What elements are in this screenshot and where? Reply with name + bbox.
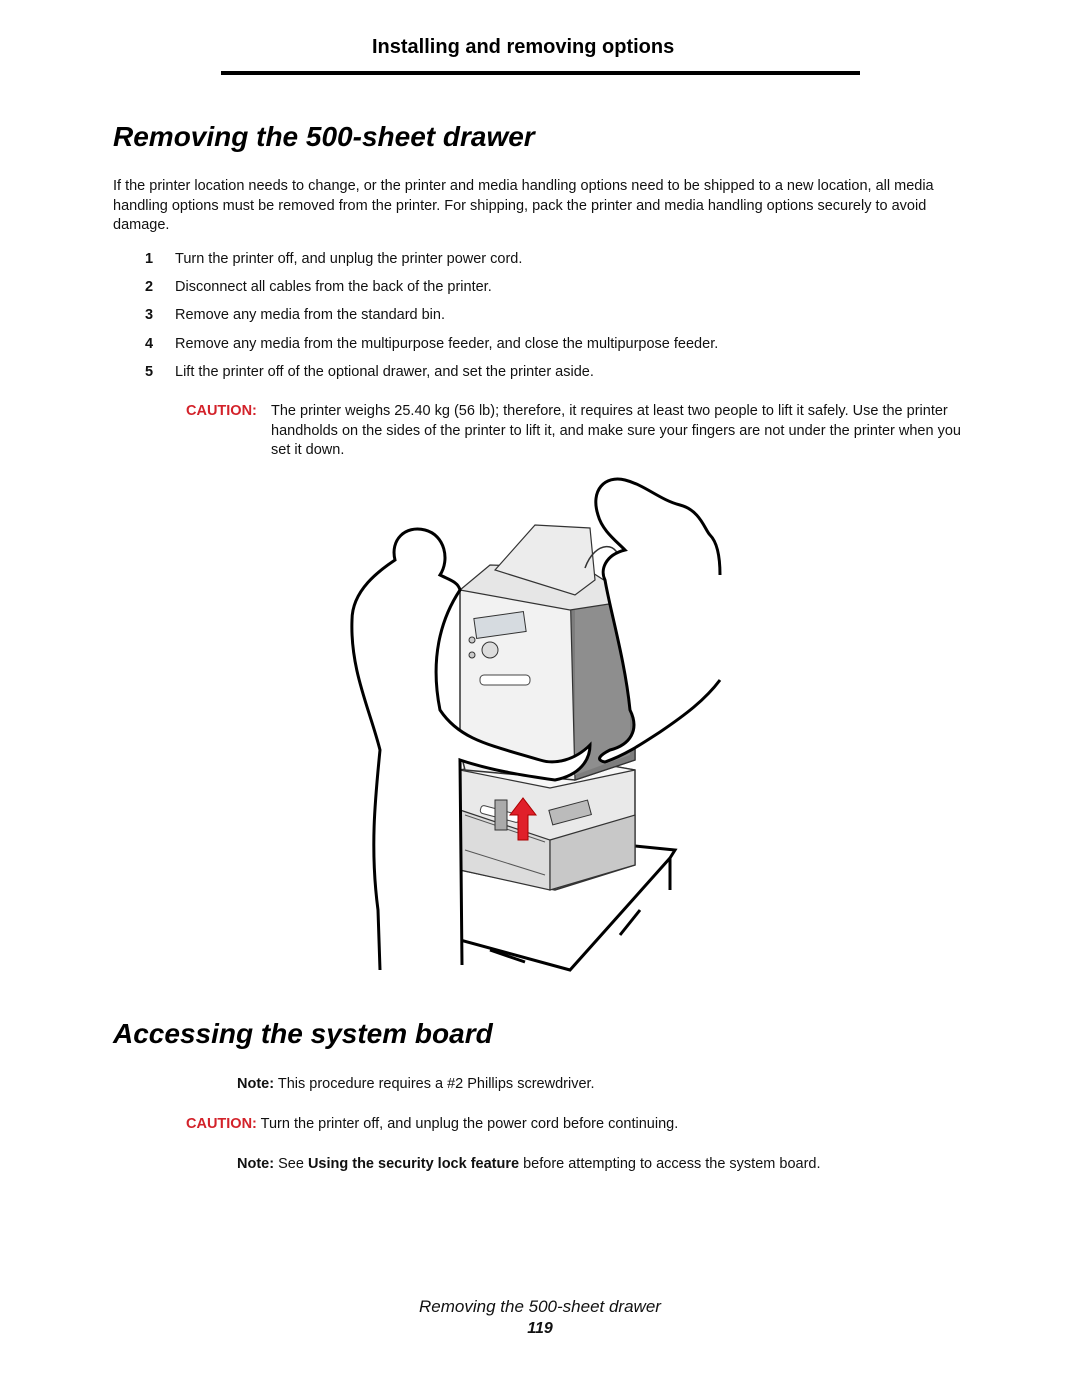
list-item: 4 Remove any media from the multipurpose feeder, and close the multipurpose feeder. [145, 336, 719, 352]
header-rule [221, 71, 860, 75]
list-item: 5 Lift the printer off of the optional drawer, and set the printer aside. [145, 364, 594, 380]
list-item: 3 Remove any media from the standard bin. [145, 307, 445, 323]
intro-paragraph: If the printer location needs to change, or the printer and media handling options need to be shipped to a new location, all media handling options must be removed from the printer. For shipping, pack the printer and media handling options securely to avoid damage. [113, 178, 934, 233]
note-security-lock: Note: See Using the security lock feature before attempting to access the system board. [237, 1156, 821, 1172]
caution-text: The printer weighs 25.40 kg (56 lb); therefore, it requires at least two people to lift it safely. Use the printer handholds on the sides of the printer to lift it, and make sure your fingers are not under the printer when you set it down. [271, 403, 961, 458]
section-header-title: Installing and removing options [372, 36, 675, 58]
list-item: 2 Disconnect all cables from the back of the printer. [145, 279, 492, 295]
printer-lift-illustration [340, 470, 740, 980]
page-number: 119 [527, 1320, 553, 1337]
security-lock-link[interactable]: Using the security lock feature [307, 1156, 520, 1172]
footer-title: Removing the 500-sheet drawer [419, 1297, 661, 1316]
list-item: 1 Turn the printer off, and unplug the printer power cord. [145, 251, 523, 267]
heading-accessing-system-board: Accessing the system board [113, 1018, 493, 1049]
caution-label: CAUTION: [186, 403, 257, 419]
note-screwdriver: Note: This procedure requires a #2 Phillips screwdriver. [237, 1076, 595, 1092]
heading-removing-drawer: Removing the 500-sheet drawer [113, 121, 535, 152]
caution-power: CAUTION: Turn the printer off, and unplug the power cord before continuing. [186, 1116, 679, 1132]
